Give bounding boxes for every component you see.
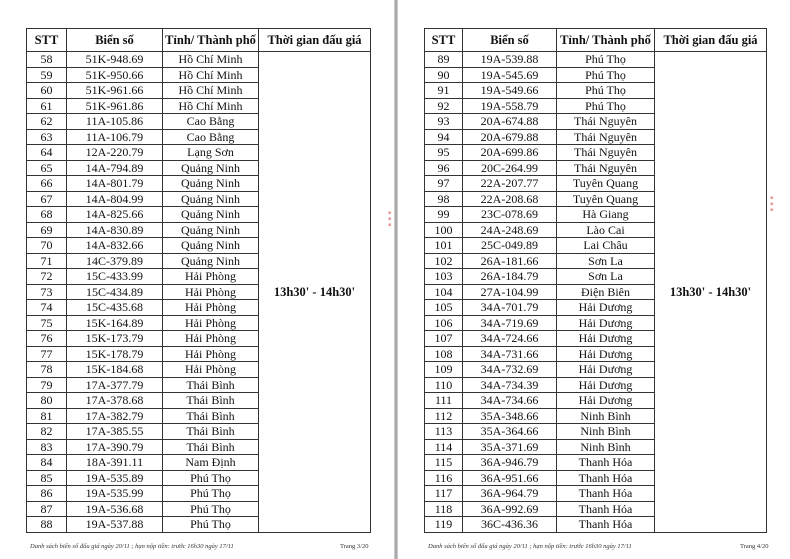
row-plate: 20A-674.88	[463, 114, 557, 130]
row-stt: 87	[27, 501, 67, 517]
page-left	[0, 0, 394, 559]
row-stt: 92	[425, 98, 463, 114]
row-plate: 34A-731.66	[463, 346, 557, 362]
row-stt: 65	[27, 160, 67, 176]
row-stt: 82	[27, 424, 67, 440]
row-plate: 51K-961.66	[67, 83, 163, 99]
row-province: Phú Thọ	[163, 470, 259, 486]
row-stt: 102	[425, 253, 463, 269]
row-province: Ninh Bình	[557, 439, 655, 455]
row-stt: 97	[425, 176, 463, 192]
row-stt: 118	[425, 501, 463, 517]
row-province: Hải Phòng	[163, 315, 259, 331]
row-plate: 19A-558.79	[463, 98, 557, 114]
row-plate: 17A-378.68	[67, 393, 163, 409]
table-row	[27, 52, 371, 68]
row-province: Ninh Bình	[557, 408, 655, 424]
row-stt: 71	[27, 253, 67, 269]
row-province: Phú Thọ	[163, 501, 259, 517]
auction-time: 13h30' - 14h30'	[655, 52, 767, 533]
row-plate: 19A-539.88	[463, 52, 557, 68]
row-province: Quảng Ninh	[163, 160, 259, 176]
row-stt: 78	[27, 362, 67, 378]
row-stt: 93	[425, 114, 463, 130]
row-province: Thái Bình	[163, 424, 259, 440]
row-province: Hải Dương	[557, 331, 655, 347]
row-stt: 66	[27, 176, 67, 192]
row-plate: 20C-264.99	[463, 160, 557, 176]
row-stt: 114	[425, 439, 463, 455]
row-province: Phú Thọ	[557, 83, 655, 99]
row-plate: 19A-535.99	[67, 486, 163, 502]
row-province: Điện Biên	[557, 284, 655, 300]
row-plate: 15K-184.68	[67, 362, 163, 378]
row-stt: 75	[27, 315, 67, 331]
row-stt: 117	[425, 486, 463, 502]
row-stt: 83	[27, 439, 67, 455]
row-province: Hồ Chí Minh	[163, 83, 259, 99]
row-stt: 96	[425, 160, 463, 176]
row-stt: 74	[27, 300, 67, 316]
row-province: Phú Thọ	[163, 486, 259, 502]
row-stt: 99	[425, 207, 463, 223]
row-province: Cao Bằng	[163, 114, 259, 130]
row-plate: 17A-382.79	[67, 408, 163, 424]
row-plate: 12A-220.79	[67, 145, 163, 161]
row-stt: 88	[27, 517, 67, 533]
row-plate: 22A-207.77	[463, 176, 557, 192]
row-stt: 80	[27, 393, 67, 409]
row-province: Hồ Chí Minh	[163, 67, 259, 83]
table-header-row	[425, 29, 767, 52]
row-plate: 34A-724.66	[463, 331, 557, 347]
row-province: Hải Dương	[557, 346, 655, 362]
row-stt: 112	[425, 408, 463, 424]
row-province: Hồ Chí Minh	[163, 98, 259, 114]
row-plate: 19A-535.89	[67, 470, 163, 486]
row-plate: 19A-549.66	[463, 83, 557, 99]
row-stt: 101	[425, 238, 463, 254]
row-province: Tuyên Quang	[557, 176, 655, 192]
row-plate: 20A-699.86	[463, 145, 557, 161]
row-province: Phú Thọ	[557, 98, 655, 114]
row-stt: 111	[425, 393, 463, 409]
row-plate: 27A-104.99	[463, 284, 557, 300]
row-plate: 11A-105.86	[67, 114, 163, 130]
row-province: Thái Nguyên	[557, 145, 655, 161]
row-plate: 34A-734.66	[463, 393, 557, 409]
row-province: Thanh Hóa	[557, 470, 655, 486]
row-province: Lạng Sơn	[163, 145, 259, 161]
row-plate: 36A-992.69	[463, 501, 557, 517]
row-province: Hải Dương	[557, 362, 655, 378]
row-province: Thanh Hóa	[557, 486, 655, 502]
row-province: Hải Dương	[557, 315, 655, 331]
row-province: Hải Dương	[557, 300, 655, 316]
row-stt: 84	[27, 455, 67, 471]
row-plate: 24A-248.69	[463, 222, 557, 238]
row-plate: 17A-377.79	[67, 377, 163, 393]
row-plate: 23C-078.69	[463, 207, 557, 223]
row-plate: 14C-379.89	[67, 253, 163, 269]
row-stt: 79	[27, 377, 67, 393]
row-plate: 14A-832.66	[67, 238, 163, 254]
row-province: Nam Định	[163, 455, 259, 471]
header-plate: Biển số	[67, 29, 163, 52]
row-plate: 17A-385.55	[67, 424, 163, 440]
row-plate: 19A-536.68	[67, 501, 163, 517]
row-plate: 34A-719.69	[463, 315, 557, 331]
row-stt: 95	[425, 145, 463, 161]
row-stt: 85	[27, 470, 67, 486]
row-stt: 119	[425, 517, 463, 533]
row-plate: 17A-390.79	[67, 439, 163, 455]
row-stt: 107	[425, 331, 463, 347]
page-number: Trang 4/20	[740, 543, 769, 550]
row-plate: 15K-178.79	[67, 346, 163, 362]
row-province: Thái Bình	[163, 439, 259, 455]
header-time: Thời gian đấu giá	[655, 29, 767, 52]
header-time: Thời gian đấu giá	[259, 29, 371, 52]
row-stt: 86	[27, 486, 67, 502]
row-plate: 51K-950.66	[67, 67, 163, 83]
row-province: Hải Phòng	[163, 269, 259, 285]
row-plate: 14A-804.99	[67, 191, 163, 207]
row-plate: 14A-794.89	[67, 160, 163, 176]
row-stt: 100	[425, 222, 463, 238]
plate-table-left	[26, 28, 371, 533]
row-stt: 73	[27, 284, 67, 300]
row-province: Lai Châu	[557, 238, 655, 254]
row-plate: 51K-961.86	[67, 98, 163, 114]
page-right	[398, 0, 790, 559]
footer-note: Danh sách biển số đấu giá ngày 20/11 ; hạn nộp tiền: trước 16h30 ngày 17/11	[30, 543, 234, 550]
row-province: Sơn La	[557, 253, 655, 269]
row-stt: 90	[425, 67, 463, 83]
row-stt: 113	[425, 424, 463, 440]
row-province: Hải Phòng	[163, 331, 259, 347]
row-province: Quảng Ninh	[163, 222, 259, 238]
header-province: Tỉnh/ Thành phố	[557, 29, 655, 52]
header-province: Tỉnh/ Thành phố	[163, 29, 259, 52]
row-stt: 61	[27, 98, 67, 114]
row-province: Phú Thọ	[163, 517, 259, 533]
row-province: Thái Bình	[163, 393, 259, 409]
row-plate: 15K-173.79	[67, 331, 163, 347]
row-province: Hải Phòng	[163, 362, 259, 378]
row-province: Thanh Hóa	[557, 517, 655, 533]
row-province: Hà Giang	[557, 207, 655, 223]
row-province: Thái Nguyên	[557, 114, 655, 130]
row-plate: 15C-434.89	[67, 284, 163, 300]
red-stamp-mark: ▪ ▪ ▪	[388, 210, 392, 228]
row-stt: 109	[425, 362, 463, 378]
row-plate: 15C-435.68	[67, 300, 163, 316]
row-province: Thanh Hóa	[557, 455, 655, 471]
row-plate: 22A-208.68	[463, 191, 557, 207]
row-plate: 18A-391.11	[67, 455, 163, 471]
row-stt: 98	[425, 191, 463, 207]
header-stt: STT	[425, 29, 463, 52]
header-stt: STT	[27, 29, 67, 52]
table-row	[425, 52, 767, 68]
row-stt: 77	[27, 346, 67, 362]
row-province: Hải Dương	[557, 377, 655, 393]
row-stt: 64	[27, 145, 67, 161]
row-province: Thanh Hóa	[557, 501, 655, 517]
row-stt: 72	[27, 269, 67, 285]
row-plate: 36A-946.79	[463, 455, 557, 471]
row-plate: 14A-801.79	[67, 176, 163, 192]
row-stt: 89	[425, 52, 463, 68]
row-stt: 115	[425, 455, 463, 471]
row-stt: 116	[425, 470, 463, 486]
row-stt: 59	[27, 67, 67, 83]
row-stt: 91	[425, 83, 463, 99]
row-province: Hải Phòng	[163, 346, 259, 362]
row-province: Thái Nguyên	[557, 160, 655, 176]
row-stt: 94	[425, 129, 463, 145]
row-stt: 108	[425, 346, 463, 362]
row-stt: 103	[425, 269, 463, 285]
row-stt: 110	[425, 377, 463, 393]
row-province: Hải Dương	[557, 393, 655, 409]
row-plate: 35A-348.66	[463, 408, 557, 424]
row-plate: 36A-951.66	[463, 470, 557, 486]
page-number: Trang 3/20	[340, 543, 369, 550]
row-province: Hồ Chí Minh	[163, 52, 259, 68]
row-plate: 34A-734.39	[463, 377, 557, 393]
row-province: Quảng Ninh	[163, 176, 259, 192]
row-plate: 15K-164.89	[67, 315, 163, 331]
row-province: Lào Cai	[557, 222, 655, 238]
row-plate: 14A-825.66	[67, 207, 163, 223]
row-plate: 36C-436.36	[463, 517, 557, 533]
row-stt: 60	[27, 83, 67, 99]
row-stt: 62	[27, 114, 67, 130]
row-province: Phú Thọ	[557, 67, 655, 83]
table-header-row	[27, 29, 371, 52]
row-stt: 76	[27, 331, 67, 347]
row-plate: 14A-830.89	[67, 222, 163, 238]
row-stt: 104	[425, 284, 463, 300]
row-stt: 58	[27, 52, 67, 68]
row-plate: 36A-964.79	[463, 486, 557, 502]
row-plate: 35A-371.69	[463, 439, 557, 455]
row-plate: 51K-948.69	[67, 52, 163, 68]
row-plate: 20A-679.88	[463, 129, 557, 145]
plate-table-right	[424, 28, 767, 533]
row-province: Ninh Bình	[557, 424, 655, 440]
row-stt: 105	[425, 300, 463, 316]
row-province: Phú Thọ	[557, 52, 655, 68]
row-plate: 19A-545.69	[463, 67, 557, 83]
row-province: Quảng Ninh	[163, 207, 259, 223]
row-province: Cao Bằng	[163, 129, 259, 145]
row-province: Tuyên Quang	[557, 191, 655, 207]
row-province: Thái Bình	[163, 377, 259, 393]
row-province: Hải Phòng	[163, 300, 259, 316]
row-stt: 69	[27, 222, 67, 238]
row-plate: 11A-106.79	[67, 129, 163, 145]
row-stt: 68	[27, 207, 67, 223]
row-province: Sơn La	[557, 269, 655, 285]
auction-time: 13h30' - 14h30'	[259, 52, 371, 533]
row-province: Quảng Ninh	[163, 253, 259, 269]
row-stt: 81	[27, 408, 67, 424]
row-plate: 34A-701.79	[463, 300, 557, 316]
header-plate: Biển số	[463, 29, 557, 52]
row-plate: 26A-184.79	[463, 269, 557, 285]
row-plate: 25C-049.89	[463, 238, 557, 254]
row-province: Thái Nguyên	[557, 129, 655, 145]
row-province: Hải Phòng	[163, 284, 259, 300]
row-stt: 67	[27, 191, 67, 207]
row-stt: 70	[27, 238, 67, 254]
row-plate: 34A-732.69	[463, 362, 557, 378]
row-plate: 15C-433.99	[67, 269, 163, 285]
row-plate: 19A-537.88	[67, 517, 163, 533]
footer-note: Danh sách biển số đấu giá ngày 20/11 ; hạn nộp tiền: trước 16h30 ngày 17/11	[428, 543, 632, 550]
row-province: Quảng Ninh	[163, 191, 259, 207]
row-plate: 35A-364.66	[463, 424, 557, 440]
row-province: Thái Bình	[163, 408, 259, 424]
red-stamp-mark: ▪ ▪ ▪	[770, 195, 774, 213]
row-stt: 63	[27, 129, 67, 145]
row-stt: 106	[425, 315, 463, 331]
row-plate: 26A-181.66	[463, 253, 557, 269]
row-province: Quảng Ninh	[163, 238, 259, 254]
